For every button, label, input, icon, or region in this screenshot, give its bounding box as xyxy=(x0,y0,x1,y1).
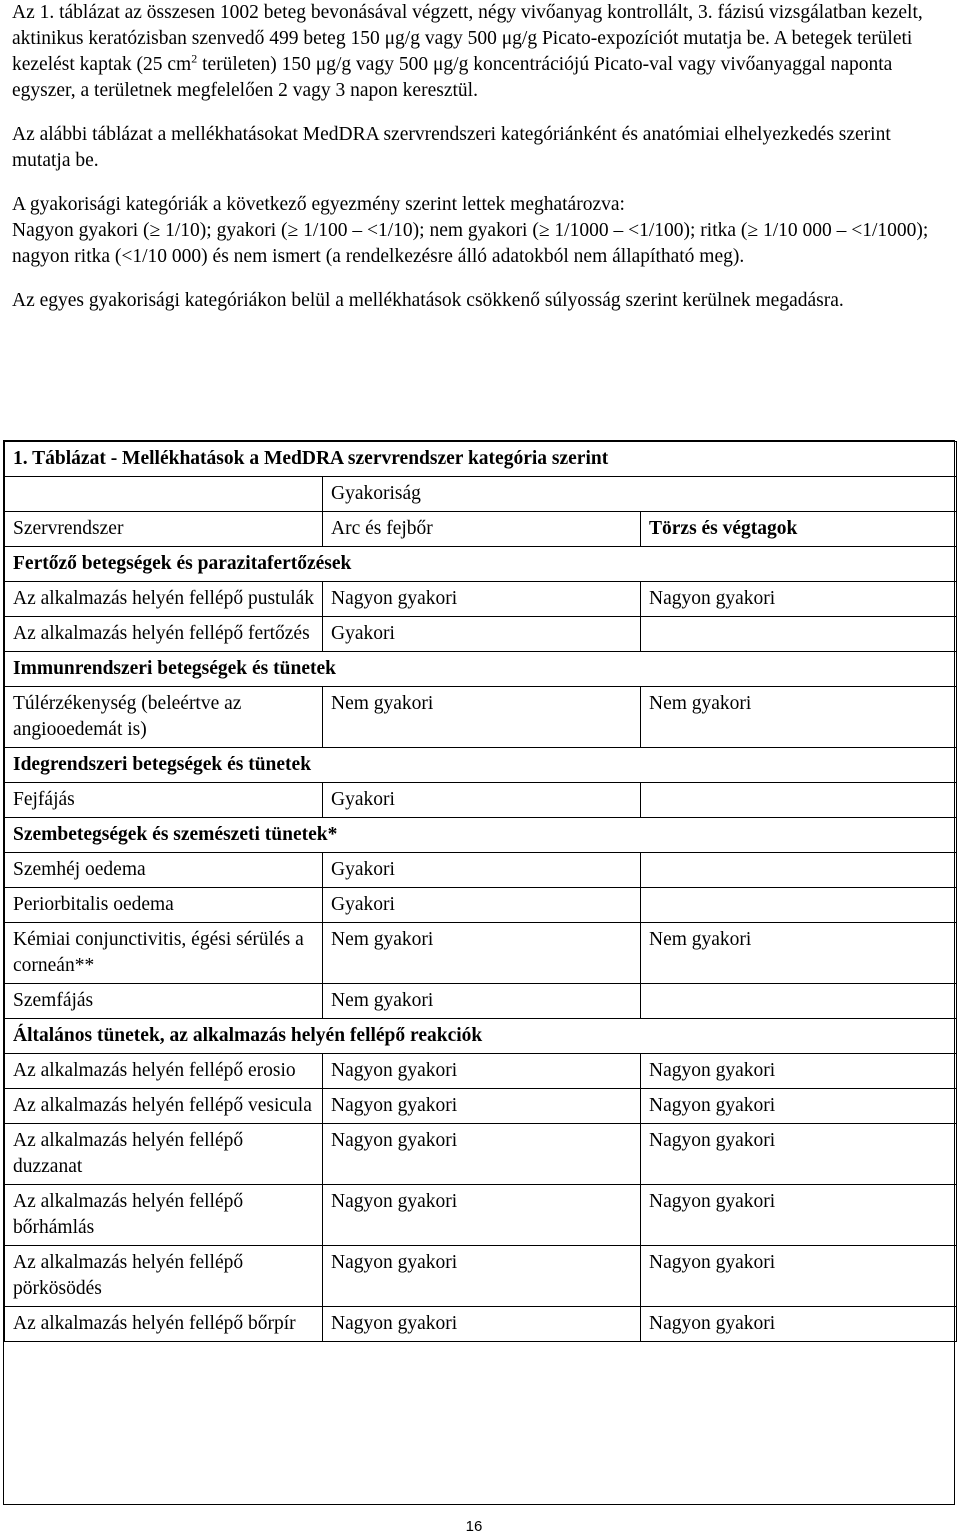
table-row xyxy=(5,783,957,818)
face-scalp-frequency-cell: Nagyon gyakori xyxy=(323,1124,641,1185)
adverse-reaction-cell: Az alkalmazás helyén fellépő vesicula xyxy=(5,1089,323,1124)
table-row xyxy=(5,617,957,652)
face-scalp-frequency-cell: Nagyon gyakori xyxy=(323,1089,641,1124)
adverse-reaction-cell: Szemfájás xyxy=(5,984,323,1019)
adverse-reaction-cell: Az alkalmazás helyén fellépő bőrpír xyxy=(5,1307,323,1342)
section-heading-row xyxy=(5,748,957,783)
column-header-trunk-limbs: Törzs és végtagok xyxy=(641,512,957,547)
trunk-limbs-frequency-cell: Nem gyakori xyxy=(641,687,957,748)
section-heading: Általános tünetek, az alkalmazás helyén fellépő reakciók xyxy=(5,1019,957,1054)
intro-paragraph-3a: A gyakorisági kategóriák a következő egyezmény szerint lettek meghatározva: xyxy=(12,194,625,215)
trunk-limbs-frequency-cell: Nagyon gyakori xyxy=(641,1124,957,1185)
frequency-header: Gyakoriság xyxy=(323,477,957,512)
column-header-organ-system: Szervrendszer xyxy=(5,512,323,547)
intro-paragraph-1-cont: területen) 150 μg/g vagy 500 μg/g koncentrációjú Picato-val vagy vivőanyaggal naponta egyszer, a területnek megfelelően 2 vagy 3 napon keresztül. xyxy=(12,54,893,101)
trunk-limbs-frequency-cell: Nagyon gyakori xyxy=(641,1246,957,1307)
table-row xyxy=(5,1124,957,1185)
face-scalp-frequency-cell: Nem gyakori xyxy=(323,984,641,1019)
table-row xyxy=(5,1054,957,1089)
face-scalp-frequency-cell: Gyakori xyxy=(323,783,641,818)
intro-paragraph-1-text: Az 1. táblázat az összesen 1002 beteg bevonásával végzett, négy vivőanyag kontrollált, 3. fázisú vizsgálatban kezelt, aktinikus keratózisban szenvedő 499 beteg 150 μg/g vagy 500 μg/g Picato-expozíciót mutatja be. A betegek területi kezelést kaptak (25 cm xyxy=(12,2,923,75)
table-row xyxy=(5,923,957,984)
table-row xyxy=(5,1307,957,1342)
intro-text xyxy=(12,0,942,332)
section-heading: Immunrendszeri betegségek és tünetek xyxy=(5,652,957,687)
section-heading-row xyxy=(5,652,957,687)
face-scalp-frequency-cell: Nagyon gyakori xyxy=(323,1054,641,1089)
trunk-limbs-frequency-cell: Nagyon gyakori xyxy=(641,1185,957,1246)
section-heading: Szembetegségek és szemészeti tünetek* xyxy=(5,818,957,853)
table-row xyxy=(5,984,957,1019)
adverse-reaction-cell: Az alkalmazás helyén fellépő duzzanat xyxy=(5,1124,323,1185)
face-scalp-frequency-cell: Nagyon gyakori xyxy=(323,582,641,617)
column-header-face-scalp: Arc és fejbőr xyxy=(323,512,641,547)
column-header-row xyxy=(5,512,957,547)
frequency-header-row xyxy=(5,477,957,512)
trunk-limbs-frequency-cell: Nagyon gyakori xyxy=(641,1054,957,1089)
trunk-limbs-frequency-cell: Nagyon gyakori xyxy=(641,1089,957,1124)
adverse-reaction-cell: Az alkalmazás helyén fellépő fertőzés xyxy=(5,617,323,652)
adverse-reaction-cell: Az alkalmazás helyén fellépő pustulák xyxy=(5,582,323,617)
adverse-reactions-table xyxy=(3,440,955,1505)
table-row xyxy=(5,1089,957,1124)
intro-paragraph-4: Az egyes gyakorisági kategóriákon belül a mellékhatások csökkenő súlyosság szerint kerülnek megadásra. xyxy=(12,290,844,311)
trunk-limbs-frequency-cell: Nagyon gyakori xyxy=(641,582,957,617)
face-scalp-frequency-cell: Nagyon gyakori xyxy=(323,1246,641,1307)
trunk-limbs-frequency-cell: Nagyon gyakori xyxy=(641,1307,957,1342)
section-heading-row xyxy=(5,547,957,582)
empty-cell xyxy=(5,477,323,512)
table-row xyxy=(5,687,957,748)
trunk-limbs-frequency-cell xyxy=(641,783,957,818)
adverse-reaction-cell: Az alkalmazás helyén fellépő bőrhámlás xyxy=(5,1185,323,1246)
table-title: 1. Táblázat - Mellékhatások a MedDRA szervrendszer kategória szerint xyxy=(5,442,957,477)
table-body xyxy=(5,442,957,1342)
face-scalp-frequency-cell: Gyakori xyxy=(323,617,641,652)
trunk-limbs-frequency-cell xyxy=(641,853,957,888)
table xyxy=(4,441,957,1342)
intro-paragraph-2: Az alábbi táblázat a mellékhatásokat MedDRA szervrendszeri kategóriánként és anatómiai elhelyezkedés szerint mutatja be. xyxy=(12,124,891,171)
intro-paragraph-1 xyxy=(12,0,942,104)
section-heading: Idegrendszeri betegségek és tünetek xyxy=(5,748,957,783)
adverse-reaction-cell: Periorbitalis oedema xyxy=(5,888,323,923)
face-scalp-frequency-cell: Nem gyakori xyxy=(323,687,641,748)
trunk-limbs-frequency-cell xyxy=(641,888,957,923)
face-scalp-frequency-cell: Gyakori xyxy=(323,888,641,923)
table-row xyxy=(5,853,957,888)
page-number: 16 xyxy=(465,1518,483,1535)
intro-paragraph-3b: Nagyon gyakori (≥ 1/10); gyakori (≥ 1/100 – <1/10); nem gyakori (≥ 1/1000 – <1/100); ritka (≥ 1/10 000 – <1/1000); nagyon ritka (<1/10 000) és nem ismert (a rendelkezésre álló adatokból nem állapítható meg). xyxy=(12,220,929,267)
trunk-limbs-frequency-cell xyxy=(641,617,957,652)
trunk-limbs-frequency-cell: Nem gyakori xyxy=(641,923,957,984)
adverse-reaction-cell: Fejfájás xyxy=(5,783,323,818)
table-row xyxy=(5,1185,957,1246)
face-scalp-frequency-cell: Gyakori xyxy=(323,853,641,888)
adverse-reaction-cell: Túlérzékenység (beleértve az angiooedemát is) xyxy=(5,687,323,748)
face-scalp-frequency-cell: Nagyon gyakori xyxy=(323,1307,641,1342)
table-title-row xyxy=(5,442,957,477)
table-row xyxy=(5,1246,957,1307)
face-scalp-frequency-cell: Nem gyakori xyxy=(323,923,641,984)
section-heading: Fertőző betegségek és parazitafertőzések xyxy=(5,547,957,582)
adverse-reaction-cell: Az alkalmazás helyén fellépő erosio xyxy=(5,1054,323,1089)
adverse-reaction-cell: Szemhéj oedema xyxy=(5,853,323,888)
table-row xyxy=(5,582,957,617)
section-heading-row xyxy=(5,1019,957,1054)
trunk-limbs-frequency-cell xyxy=(641,984,957,1019)
section-heading-row xyxy=(5,818,957,853)
adverse-reaction-cell: Az alkalmazás helyén fellépő pörkösödés xyxy=(5,1246,323,1307)
table-row xyxy=(5,888,957,923)
adverse-reaction-cell: Kémiai conjunctivitis, égési sérülés a corneán** xyxy=(5,923,323,984)
superscript: 2 xyxy=(191,51,198,66)
face-scalp-frequency-cell: Nagyon gyakori xyxy=(323,1185,641,1246)
